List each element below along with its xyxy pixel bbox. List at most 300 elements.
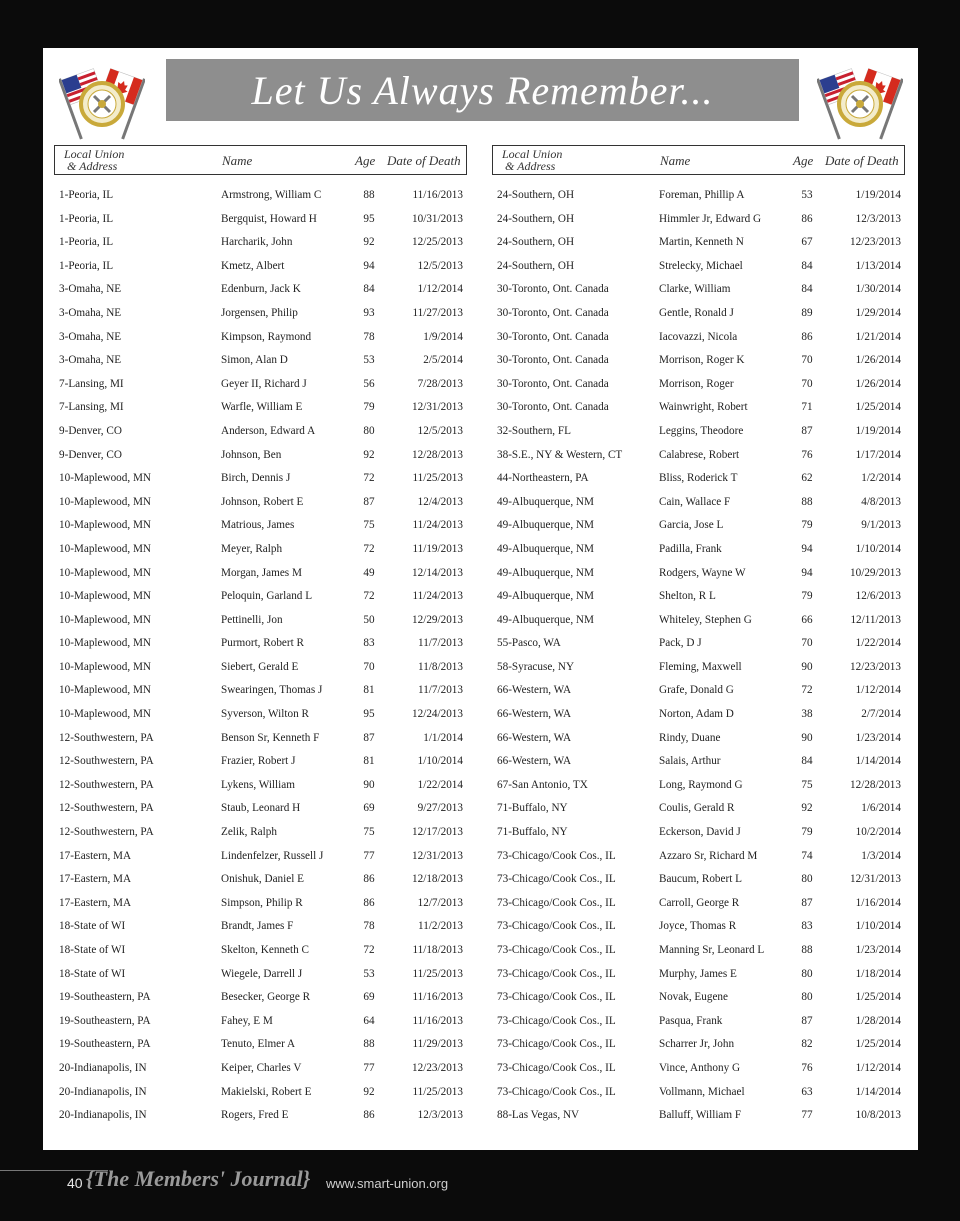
union-emblem-icon: [59, 60, 145, 140]
journal-title: {The Members' Journal}: [86, 1166, 311, 1191]
table-row: [54, 750, 467, 774]
date-of-death-cell: 2/5/2014: [423, 354, 463, 367]
date-of-death-cell: 12/4/2013: [417, 495, 463, 508]
age-cell: 90: [363, 778, 375, 791]
age-cell: 79: [801, 590, 813, 603]
age-cell: 77: [363, 1061, 375, 1074]
header-local-union: Local Union & Address: [64, 147, 125, 173]
age-cell: 80: [801, 991, 813, 1004]
age-cell: 72: [801, 684, 813, 697]
name-cell: Manning Sr, Leonard L: [659, 944, 765, 956]
table-row: [54, 774, 467, 798]
header-date-of-death: Date of Death: [387, 153, 461, 168]
date-of-death-cell: 2/7/2014: [861, 708, 901, 721]
table-row: [492, 184, 905, 208]
date-of-death-cell: 11/7/2013: [418, 637, 463, 650]
age-cell: 95: [363, 708, 375, 721]
table-row: [54, 396, 467, 420]
date-of-death-cell: 11/27/2013: [412, 306, 463, 319]
date-of-death-cell: 12/23/2013: [850, 660, 901, 673]
name-cell: Vince, Anthony G: [659, 1061, 741, 1074]
local-union-cell: 32-Southern, FL: [497, 424, 571, 437]
age-cell: 75: [801, 778, 813, 791]
table-row: [492, 703, 905, 727]
table-row: [54, 632, 467, 656]
age-cell: 82: [801, 1038, 813, 1051]
local-union-cell: 30-Toronto, Ont. Canada: [497, 354, 609, 367]
name-cell: Lindenfelzer, Russell J: [221, 849, 324, 862]
date-of-death-cell: 11/19/2013: [412, 542, 463, 555]
name-cell: Bergquist, Howard H: [221, 212, 317, 225]
date-of-death-cell: 11/25/2013: [412, 1085, 463, 1098]
table-row: [492, 1057, 905, 1081]
date-of-death-cell: 12/23/2013: [850, 236, 901, 249]
table-row: [54, 420, 467, 444]
name-cell: Wainwright, Robert: [659, 401, 748, 414]
date-of-death-cell: 1/28/2014: [855, 1014, 901, 1027]
name-cell: Besecker, George R: [221, 991, 311, 1004]
table-row: [492, 1033, 905, 1057]
age-cell: 69: [363, 802, 375, 815]
name-cell: Salais, Arthur: [659, 755, 721, 768]
table-row: [492, 585, 905, 609]
date-of-death-cell: 11/29/2013: [412, 1038, 463, 1051]
date-of-death-cell: 12/29/2013: [412, 613, 463, 626]
memorial-table-left: [54, 145, 467, 1128]
age-cell: 70: [363, 660, 375, 673]
age-cell: 64: [363, 1014, 375, 1027]
local-union-cell: 9-Denver, CO: [59, 424, 122, 437]
age-cell: 84: [801, 259, 813, 272]
date-of-death-cell: 1/25/2014: [855, 1038, 901, 1051]
date-of-death-cell: 1/16/2014: [855, 896, 901, 909]
table-row: [54, 1081, 467, 1105]
table-row: [54, 585, 467, 609]
age-cell: 89: [801, 306, 813, 319]
name-cell: Harcharik, John: [221, 236, 293, 249]
date-of-death-cell: 1/12/2014: [855, 684, 901, 697]
age-cell: 88: [801, 495, 813, 508]
table-header: [54, 145, 467, 175]
name-cell: Tenuto, Elmer A: [221, 1038, 296, 1051]
local-union-cell: 88-Las Vegas, NV: [497, 1109, 580, 1122]
age-cell: 84: [363, 283, 375, 296]
name-cell: Kmetz, Albert: [221, 259, 285, 272]
local-union-cell: 20-Indianapolis, IN: [59, 1109, 147, 1122]
name-cell: Jorgensen, Philip: [221, 306, 298, 319]
date-of-death-cell: 12/6/2013: [855, 590, 901, 603]
age-cell: 88: [363, 189, 375, 201]
memorial-page: [43, 48, 918, 1150]
name-cell: Skelton, Kenneth C: [221, 944, 309, 956]
age-cell: 86: [363, 896, 375, 909]
name-cell: Johnson, Robert E: [221, 495, 304, 508]
header-age: Age: [355, 153, 376, 168]
local-union-cell: 24-Southern, OH: [497, 259, 575, 272]
date-of-death-cell: 11/18/2013: [412, 944, 463, 956]
date-of-death-cell: 12/23/2013: [412, 1061, 463, 1074]
age-cell: 72: [363, 590, 375, 603]
name-cell: Leggins, Theodore: [659, 424, 744, 437]
table-row: [492, 892, 905, 916]
name-cell: Pettinelli, Jon: [221, 613, 283, 626]
age-cell: 83: [801, 920, 813, 933]
age-cell: 84: [801, 283, 813, 296]
age-cell: 87: [363, 731, 375, 744]
date-of-death-cell: 1/13/2014: [855, 259, 901, 272]
name-cell: Morrison, Roger: [659, 377, 734, 390]
table-row: [492, 255, 905, 279]
name-cell: Fleming, Maxwell: [659, 660, 742, 673]
name-cell: Rodgers, Wayne W: [659, 566, 746, 579]
date-of-death-cell: 1/26/2014: [855, 354, 901, 367]
date-of-death-cell: 10/31/2013: [412, 212, 463, 225]
local-union-cell: 10-Maplewood, MN: [59, 495, 151, 508]
table-row: [492, 349, 905, 373]
date-of-death-cell: 12/28/2013: [850, 778, 901, 791]
table-row: [492, 797, 905, 821]
age-cell: 79: [801, 519, 813, 532]
name-cell: Novak, Eugene: [659, 991, 728, 1004]
table-row: [54, 1057, 467, 1081]
date-of-death-cell: 1/19/2014: [855, 424, 901, 437]
table-row: [492, 774, 905, 798]
local-union-cell: 12-Southwestern, PA: [59, 731, 154, 744]
local-union-cell: 10-Maplewood, MN: [59, 519, 151, 532]
date-of-death-cell: 12/3/2013: [855, 212, 901, 225]
date-of-death-cell: 12/17/2013: [412, 826, 463, 839]
date-of-death-cell: 10/8/2013: [855, 1109, 901, 1122]
name-cell: Onishuk, Daniel E: [221, 873, 304, 886]
table-row: [54, 986, 467, 1010]
table-row: [492, 679, 905, 703]
table-row: [54, 302, 467, 326]
date-of-death-cell: 1/17/2014: [855, 448, 901, 461]
age-cell: 92: [363, 1085, 375, 1098]
local-union-cell: 12-Southwestern, PA: [59, 826, 154, 839]
local-union-cell: 19-Southeastern, PA: [59, 991, 151, 1004]
local-union-cell: 30-Toronto, Ont. Canada: [497, 330, 609, 343]
website-link[interactable]: www.smart-union.org: [326, 1176, 449, 1191]
local-union-cell: 73-Chicago/Cook Cos., IL: [497, 991, 616, 1004]
age-cell: 86: [801, 212, 813, 225]
date-of-death-cell: 1/25/2014: [855, 401, 901, 414]
table-row: [492, 278, 905, 302]
local-union-cell: 10-Maplewood, MN: [59, 472, 151, 485]
table-row: [54, 562, 467, 586]
age-cell: 81: [363, 684, 375, 697]
name-cell: Simpson, Philip R: [221, 896, 303, 909]
local-union-cell: 12-Southwestern, PA: [59, 778, 154, 791]
table-row: [492, 514, 905, 538]
age-cell: 83: [363, 637, 375, 650]
date-of-death-cell: 1/30/2014: [855, 283, 901, 296]
local-union-cell: 24-Southern, OH: [497, 212, 575, 225]
local-union-cell: 30-Toronto, Ont. Canada: [497, 283, 609, 296]
table-row: [492, 963, 905, 987]
name-cell: Kimpson, Raymond: [221, 330, 312, 343]
age-cell: 94: [801, 542, 813, 555]
table-row: [54, 349, 467, 373]
date-of-death-cell: 12/25/2013: [412, 236, 463, 249]
date-of-death-cell: 12/31/2013: [412, 849, 463, 862]
table-row: [54, 491, 467, 515]
local-union-cell: 38-S.E., NY & Western, CT: [497, 448, 623, 461]
age-cell: 75: [363, 519, 375, 532]
header-name: Name: [660, 153, 691, 168]
local-union-cell: 73-Chicago/Cook Cos., IL: [497, 944, 616, 956]
name-cell: Syverson, Wilton R: [221, 708, 309, 721]
date-of-death-cell: 1/10/2014: [855, 542, 901, 555]
name-cell: Rindy, Duane: [659, 731, 721, 744]
table-row: [54, 255, 467, 279]
name-cell: Long, Raymond G: [659, 778, 743, 791]
age-cell: 69: [363, 991, 375, 1004]
name-cell: Joyce, Thomas R: [659, 920, 737, 933]
local-union-cell: 18-State of WI: [59, 944, 126, 956]
date-of-death-cell: 12/18/2013: [412, 873, 463, 886]
name-cell: Purmort, Robert R: [221, 637, 304, 650]
name-cell: Iacovazzi, Nicola: [659, 330, 738, 343]
local-union-cell: 73-Chicago/Cook Cos., IL: [497, 1061, 616, 1074]
local-union-cell: 71-Buffalo, NY: [497, 802, 568, 815]
table-row: [492, 302, 905, 326]
name-cell: Strelecky, Michael: [659, 259, 743, 272]
table-row: [492, 986, 905, 1010]
age-cell: 79: [801, 826, 813, 839]
local-union-cell: 55-Pasco, WA: [497, 637, 561, 650]
name-cell: Warfle, William E: [221, 401, 303, 414]
date-of-death-cell: 12/24/2013: [412, 708, 463, 721]
age-cell: 92: [801, 802, 813, 815]
name-cell: Frazier, Robert J: [221, 755, 296, 768]
age-cell: 94: [363, 259, 375, 272]
name-cell: Himmler Jr, Edward G: [659, 212, 762, 225]
age-cell: 38: [801, 708, 813, 721]
page-footer: [0, 1166, 960, 1196]
name-cell: Morgan, James M: [221, 566, 302, 579]
local-union-cell: 19-Southeastern, PA: [59, 1038, 151, 1051]
table-row: [492, 491, 905, 515]
table-row: [492, 727, 905, 751]
age-cell: 80: [801, 873, 813, 886]
local-union-cell: 1-Peoria, IL: [59, 189, 114, 201]
table-row: [492, 420, 905, 444]
date-of-death-cell: 12/28/2013: [412, 448, 463, 461]
local-union-cell: 10-Maplewood, MN: [59, 566, 151, 579]
name-cell: Wiegele, Darrell J: [221, 967, 303, 980]
age-cell: 88: [801, 944, 813, 956]
name-cell: Johnson, Ben: [221, 448, 282, 461]
table-row: [54, 538, 467, 562]
age-cell: 84: [801, 755, 813, 768]
name-cell: Vollmann, Michael: [659, 1085, 745, 1098]
header-local-union: Local Union & Address: [502, 147, 563, 173]
page-title: Let Us Always Remember...: [251, 67, 714, 113]
local-union-cell: 66-Western, WA: [497, 755, 572, 768]
table-row: [492, 467, 905, 491]
local-union-cell: 58-Syracuse, NY: [497, 660, 575, 673]
age-cell: 94: [801, 566, 813, 579]
date-of-death-cell: 11/24/2013: [412, 590, 463, 603]
local-union-cell: 49-Albuquerque, NM: [497, 542, 594, 555]
table-row: [54, 278, 467, 302]
name-cell: Keiper, Charles V: [221, 1061, 302, 1074]
name-cell: Murphy, James E: [659, 967, 737, 980]
table-row: [54, 444, 467, 468]
local-union-cell: 49-Albuquerque, NM: [497, 566, 594, 579]
age-cell: 81: [363, 755, 375, 768]
local-union-cell: 19-Southeastern, PA: [59, 1014, 151, 1027]
age-cell: 53: [363, 354, 375, 367]
local-union-cell: 10-Maplewood, MN: [59, 590, 151, 603]
age-cell: 78: [363, 330, 375, 343]
date-of-death-cell: 1/2/2014: [861, 472, 901, 485]
date-of-death-cell: 1/21/2014: [855, 330, 901, 343]
age-cell: 77: [363, 849, 375, 862]
table-row: [492, 656, 905, 680]
local-union-cell: 3-Omaha, NE: [59, 354, 122, 367]
local-union-cell: 73-Chicago/Cook Cos., IL: [497, 1014, 616, 1027]
age-cell: 72: [363, 472, 375, 485]
page-number: 40: [67, 1175, 83, 1191]
local-union-cell: 7-Lansing, MI: [59, 377, 124, 390]
local-union-cell: 9-Denver, CO: [59, 448, 122, 461]
table-row: [492, 231, 905, 255]
date-of-death-cell: 1/14/2014: [855, 755, 901, 768]
table-row: [492, 208, 905, 232]
date-of-death-cell: 1/18/2014: [855, 967, 901, 980]
header-age: Age: [793, 153, 814, 168]
local-union-cell: 24-Southern, OH: [497, 189, 575, 201]
local-union-cell: 44-Northeastern, PA: [497, 472, 589, 485]
name-cell: Staub, Leonard H: [221, 802, 301, 815]
name-cell: Calabrese, Robert: [659, 448, 740, 461]
age-cell: 90: [801, 660, 813, 673]
local-union-cell: 73-Chicago/Cook Cos., IL: [497, 967, 616, 980]
table-row: [54, 184, 467, 208]
title-banner: [166, 59, 799, 121]
name-cell: Lykens, William: [221, 778, 295, 791]
name-cell: Birch, Dennis J: [221, 472, 291, 485]
date-of-death-cell: 7/28/2013: [417, 377, 463, 390]
name-cell: Azzaro Sr, Richard M: [659, 849, 758, 862]
local-union-cell: 7-Lansing, MI: [59, 401, 124, 414]
local-union-cell: 18-State of WI: [59, 920, 126, 933]
name-cell: Makielski, Robert E: [221, 1085, 312, 1098]
age-cell: 87: [801, 896, 813, 909]
age-cell: 78: [363, 920, 375, 933]
age-cell: 80: [363, 424, 375, 437]
table-header: [492, 145, 905, 175]
age-cell: 74: [801, 849, 813, 862]
date-of-death-cell: 1/25/2014: [855, 991, 901, 1004]
name-cell: Norton, Adam D: [659, 708, 734, 721]
age-cell: 95: [363, 212, 375, 225]
table-row: [54, 656, 467, 680]
name-cell: Carroll, George R: [659, 896, 740, 909]
local-union-cell: 17-Eastern, MA: [59, 849, 132, 862]
name-cell: Anderson, Edward A: [221, 424, 316, 437]
table-row: [54, 208, 467, 232]
name-cell: Matrious, James: [221, 519, 295, 532]
name-cell: Armstrong, William C: [221, 189, 322, 201]
local-union-cell: 10-Maplewood, MN: [59, 613, 151, 626]
table-row: [54, 963, 467, 987]
table-row: [54, 821, 467, 845]
name-cell: Whiteley, Stephen G: [659, 613, 752, 626]
name-cell: Benson Sr, Kenneth F: [221, 731, 320, 744]
date-of-death-cell: 12/11/2013: [850, 613, 901, 626]
local-union-cell: 10-Maplewood, MN: [59, 637, 151, 650]
name-cell: Morrison, Roger K: [659, 354, 745, 367]
age-cell: 70: [801, 354, 813, 367]
name-cell: Bliss, Roderick T: [659, 472, 738, 485]
date-of-death-cell: 1/23/2014: [855, 944, 901, 956]
date-of-death-cell: 1/9/2014: [423, 330, 463, 343]
local-union-cell: 1-Peoria, IL: [59, 212, 114, 225]
age-cell: 72: [363, 944, 375, 956]
local-union-cell: 73-Chicago/Cook Cos., IL: [497, 873, 616, 886]
name-cell: Simon, Alan D: [221, 354, 288, 367]
local-union-cell: 20-Indianapolis, IN: [59, 1061, 147, 1074]
age-cell: 93: [363, 306, 375, 319]
table-row: [492, 939, 905, 963]
table-row: [54, 939, 467, 963]
table-row: [492, 396, 905, 420]
date-of-death-cell: 12/14/2013: [412, 566, 463, 579]
name-cell: Coulis, Gerald R: [659, 802, 735, 815]
local-union-cell: 10-Maplewood, MN: [59, 708, 151, 721]
age-cell: 50: [363, 613, 375, 626]
local-union-cell: 71-Buffalo, NY: [497, 826, 568, 839]
table-row: [492, 538, 905, 562]
name-cell: Rogers, Fred E: [221, 1109, 289, 1122]
local-union-cell: 10-Maplewood, MN: [59, 684, 151, 697]
name-cell: Shelton, R L: [659, 590, 716, 603]
union-emblem-icon: [817, 60, 903, 140]
local-union-cell: 30-Toronto, Ont. Canada: [497, 401, 609, 414]
date-of-death-cell: 11/16/2013: [412, 1014, 463, 1027]
age-cell: 71: [801, 401, 813, 414]
table-row: [492, 1081, 905, 1105]
age-cell: 86: [363, 873, 375, 886]
age-cell: 80: [801, 967, 813, 980]
name-cell: Brandt, James F: [221, 920, 294, 933]
date-of-death-cell: 12/7/2013: [417, 896, 463, 909]
local-union-cell: 49-Albuquerque, NM: [497, 519, 594, 532]
table-row: [492, 821, 905, 845]
date-of-death-cell: 1/1/2014: [423, 731, 463, 744]
table-row: [54, 373, 467, 397]
name-cell: Pasqua, Frank: [659, 1014, 723, 1027]
local-union-cell: 73-Chicago/Cook Cos., IL: [497, 849, 616, 862]
local-union-cell: 3-Omaha, NE: [59, 283, 122, 296]
table-row: [54, 1010, 467, 1034]
table-row: [54, 231, 467, 255]
local-union-cell: 3-Omaha, NE: [59, 330, 122, 343]
date-of-death-cell: 1/12/2014: [417, 283, 463, 296]
table-row: [54, 326, 467, 350]
date-of-death-cell: 1/26/2014: [855, 377, 901, 390]
table-row: [54, 797, 467, 821]
date-of-death-cell: 1/6/2014: [861, 802, 901, 815]
table-row: [492, 632, 905, 656]
header-name: Name: [222, 153, 253, 168]
name-cell: Balluff, William F: [659, 1109, 742, 1122]
local-union-cell: 67-San Antonio, TX: [497, 778, 588, 791]
name-cell: Scharrer Jr, John: [659, 1038, 735, 1051]
